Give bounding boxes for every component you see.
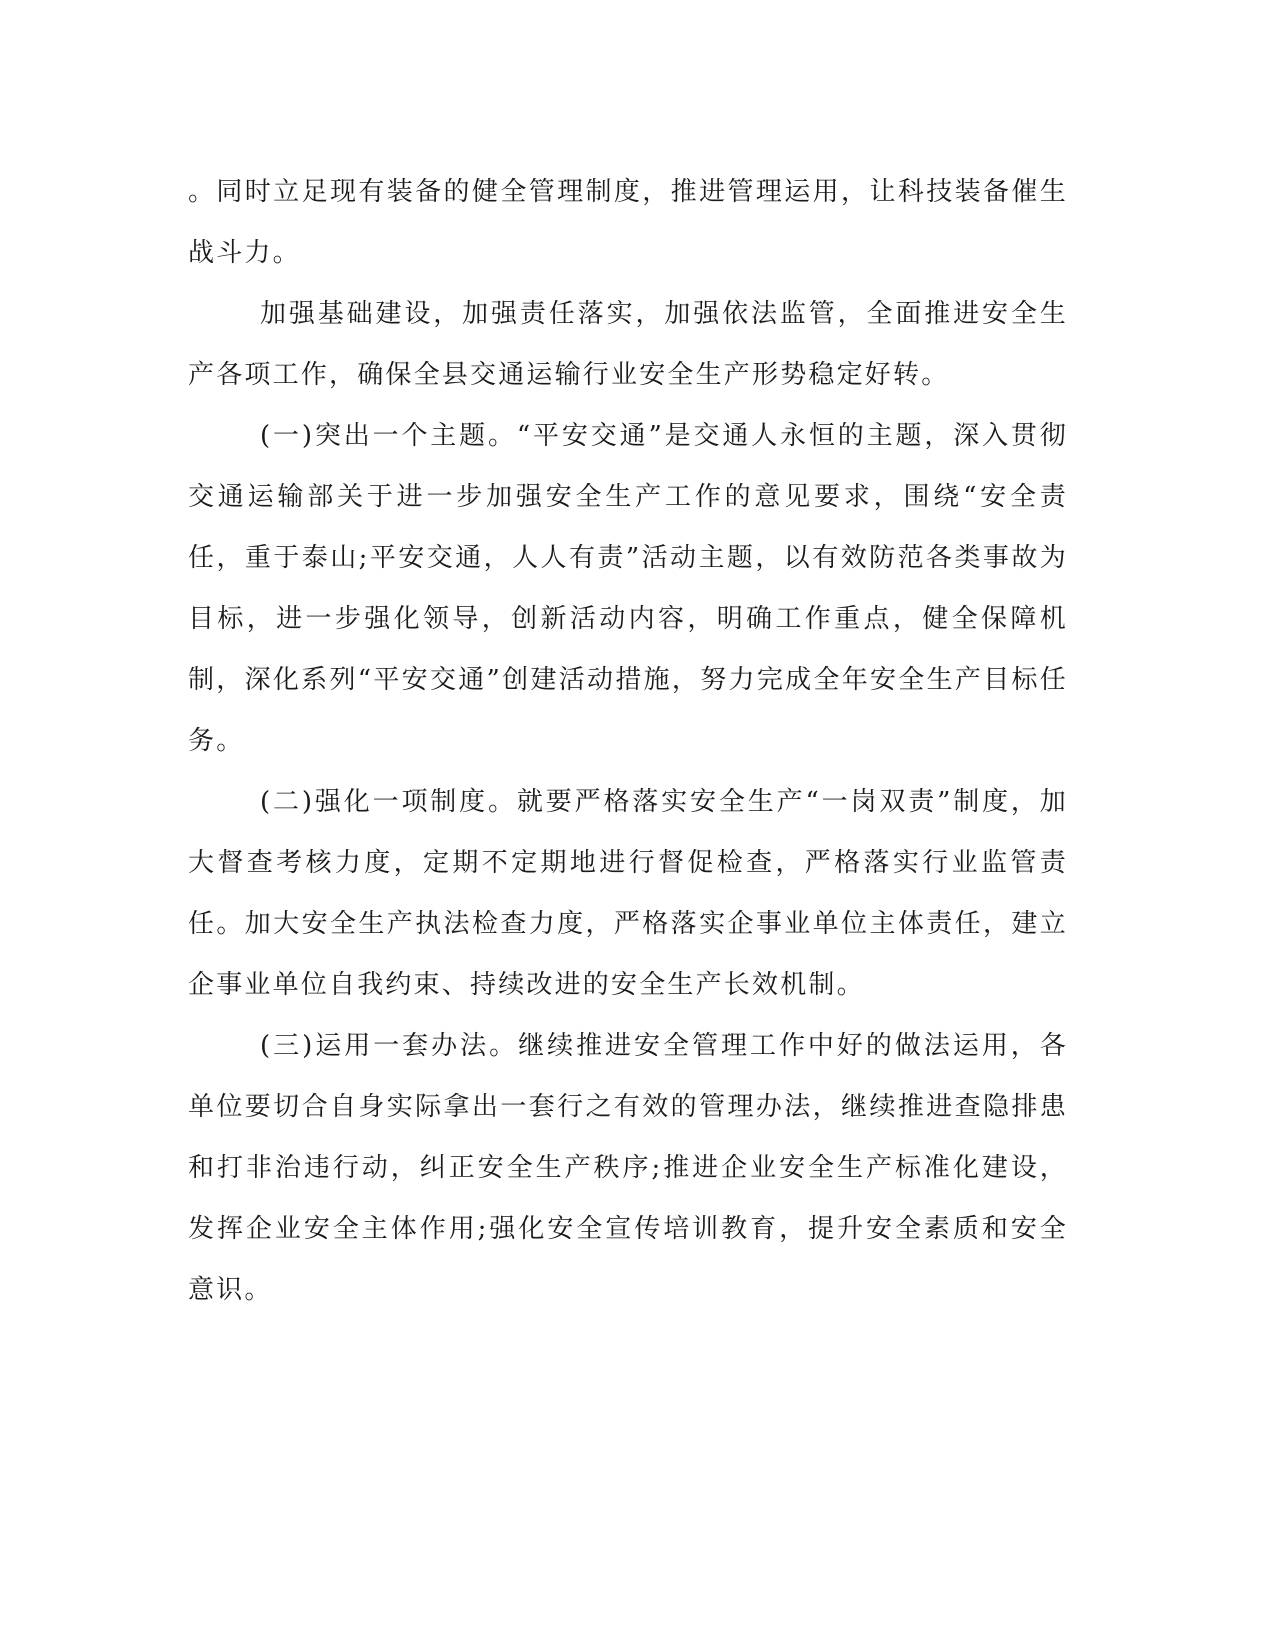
paragraph-section-1: (一)突出一个主题。“平安交通”是交通人永恒的主题，深入贯彻交通运输部关于进一步加强安全生产工作的意见要求，围绕“安全责任，重于泰山;平安交通，人人有责”活动主题，以有效防范各类事故为目标，进一步强化领导，创新活动内容，明确工作重点，健全保障机制，深化系列“平安交通”创建活动措施，努力完成全年安全生产目标任务。: [188, 421, 1068, 756]
document-body: [188, 162, 1068, 1321]
paragraph-section-2: (二)强化一项制度。就要严格落实安全生产“一岗双责”制度，加大督查考核力度，定期不定期地进行督促检查，严格落实行业监管责任。加大安全生产执法检查力度，严格落实企事业单位主体责任，建立企事业单位自我约束、持续改进的安全生产长效机制。: [188, 787, 1068, 1000]
paragraph-intro: 加强基础建设，加强责任落实，加强依法监管，全面推进安全生产各项工作，确保全县交通运输行业安全生产形势稳定好转。: [188, 299, 1068, 390]
paragraph-continuation: 。同时立足现有装备的健全管理制度，推进管理运用，让科技装备催生战斗力。: [188, 177, 1068, 268]
paragraph-section-3: (三)运用一套办法。继续推进安全管理工作中好的做法运用，各单位要切合自身实际拿出一套行之有效的管理办法，继续推进查隐排患和打非治违行动，纠正安全生产秩序;推进企业安全生产标准化建设，发挥企业安全主体作用;强化安全宣传培训教育，提升安全素质和安全意识。: [188, 1031, 1068, 1305]
